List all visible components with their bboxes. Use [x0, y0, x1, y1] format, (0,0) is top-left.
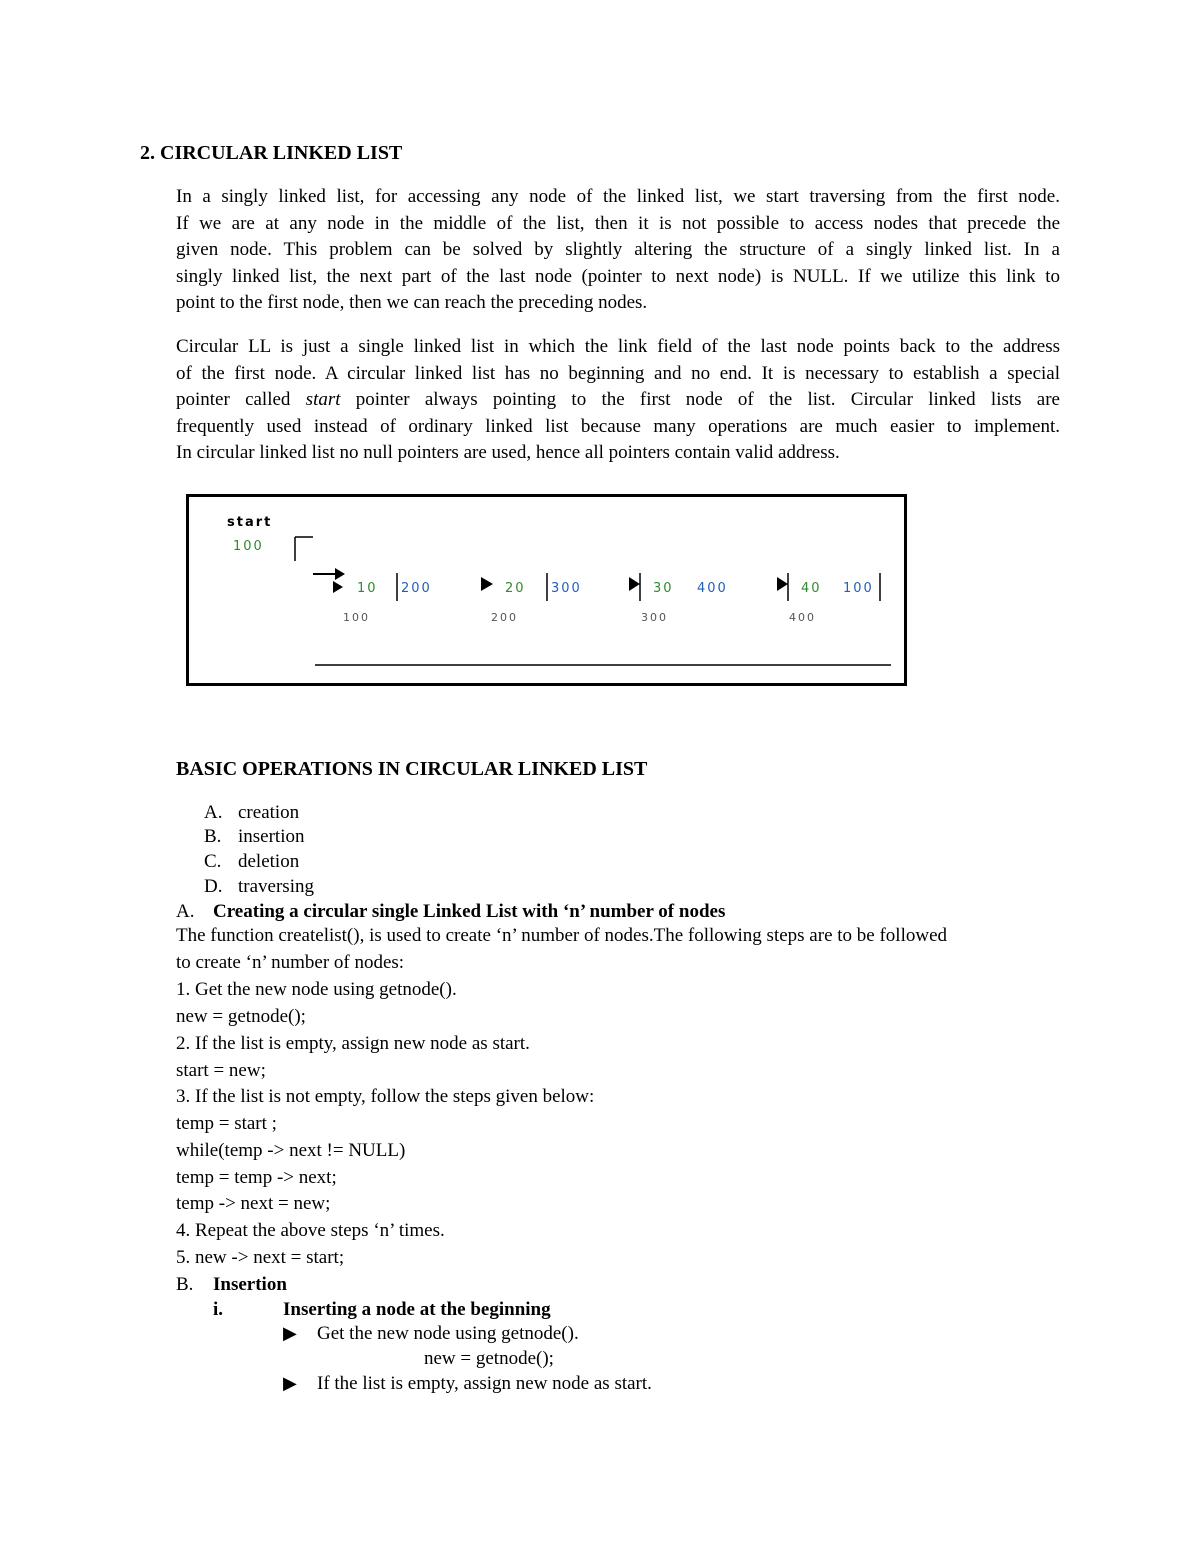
step-line: temp -> next = new; [176, 1193, 331, 1214]
step-line: temp = temp -> next; [176, 1167, 337, 1188]
paragraph-line: Circular LL is just a single linked list in which the link field of the last node points back to the address [176, 336, 1060, 357]
bullet-text: If the list is empty, assign new node as start. [317, 1373, 652, 1394]
paragraph-line: singly linked list, the next part of the last node (pointer to next node) is NULL. If we utilize this link to [176, 265, 1060, 287]
paragraph-line: In circular linked list no null pointers are used, hence all pointers contain valid address. [176, 442, 840, 464]
op-label: insertion [238, 826, 305, 847]
op-label: creation [238, 802, 300, 823]
node-2-next: 300 [551, 581, 582, 596]
node-3-data: 30 [653, 581, 674, 596]
node-2-data: 20 [505, 581, 526, 596]
step-line: 2. If the list is empty, assign new node as start. [176, 1033, 530, 1054]
start-value: 100 [233, 539, 264, 554]
code-line: new = getnode(); [424, 1348, 554, 1369]
emphasis-start: start [305, 389, 341, 411]
paragraph-line: frequently used instead of ordinary linked list because many operations are much easier to implement. [176, 415, 1060, 437]
paragraph-line: If we are at any node in the middle of the list, then it is not possible to access nodes that precede the [176, 212, 1060, 234]
section-a-letter: A. [176, 901, 195, 922]
op-letter: B. [204, 826, 222, 847]
section-heading: 2. CIRCULAR LINKED LIST [140, 142, 403, 164]
text-fragment: pointer always pointing to the first node of the list. Circular linked lists are [340, 389, 1060, 411]
step-line: temp = start ; [176, 1113, 277, 1134]
step-line: while(temp -> next != NULL) [176, 1140, 406, 1161]
paragraph-line [176, 387, 1060, 414]
node-1-address: 100 [343, 611, 370, 624]
op-letter: D. [204, 876, 223, 897]
step-line: 5. new -> next = start; [176, 1247, 345, 1268]
start-label: start [227, 515, 273, 530]
step-line: start = new; [176, 1060, 266, 1081]
paragraph-line: point to the first node, then we can reach the preceding nodes. [176, 292, 648, 314]
op-letter: C. [204, 851, 222, 872]
diagram-lines [189, 497, 904, 683]
step-line: new = getnode(); [176, 1006, 306, 1027]
node-1-data: 10 [357, 581, 378, 596]
paragraph-line: In a singly linked list, for accessing any node of the linked list, we start traversing from the first node. [176, 186, 1060, 207]
node-2-address: 200 [491, 611, 518, 624]
section-b-letter: B. [176, 1274, 194, 1295]
node-4-next: 100 [843, 581, 874, 596]
paragraph-2 [176, 334, 1060, 467]
text-fragment: pointer called [176, 389, 306, 411]
step-line: 4. Repeat the above steps ‘n’ times. [176, 1220, 445, 1241]
circular-list-diagram [186, 494, 907, 686]
step-line: 3. If the list is not empty, follow the steps given below: [176, 1086, 595, 1107]
bullet-text: Get the new node using getnode(). [317, 1323, 579, 1344]
section-a-intro: The function createlist(), is used to create ‘n’ number of nodes.The following steps are to be followed [176, 925, 948, 946]
subsection-title: Inserting a node at the beginning [283, 1299, 551, 1320]
node-4-data: 40 [801, 581, 822, 596]
node-4-address: 400 [789, 611, 816, 624]
section-a-title: Creating a circular single Linked List with ‘n’ number of nodes [213, 901, 726, 922]
node-3-address: 300 [641, 611, 668, 624]
section-b-title: Insertion [213, 1274, 287, 1295]
step-line: 1. Get the new node using getnode(). [176, 979, 457, 1000]
op-label: deletion [238, 851, 300, 872]
node-1-next: 200 [401, 581, 432, 596]
op-letter: A. [204, 802, 223, 823]
arrow-bullet-icon: ▶ [283, 1373, 297, 1393]
node-3-next: 400 [697, 581, 728, 596]
operations-heading: BASIC OPERATIONS IN CIRCULAR LINKED LIST [176, 758, 648, 780]
paragraph-1 [176, 184, 1060, 317]
section-a-intro: to create ‘n’ number of nodes: [176, 952, 405, 973]
subsection-number: i. [213, 1299, 224, 1320]
paragraph-line: of the first node. A circular linked list has no beginning and no end. It is necessary to establish a special [176, 362, 1060, 384]
arrow-bullet-icon: ▶ [283, 1323, 297, 1343]
paragraph-line: given node. This problem can be solved by slightly altering the structure of a singly linked list. In a [176, 239, 1060, 261]
op-label: traversing [238, 876, 314, 897]
